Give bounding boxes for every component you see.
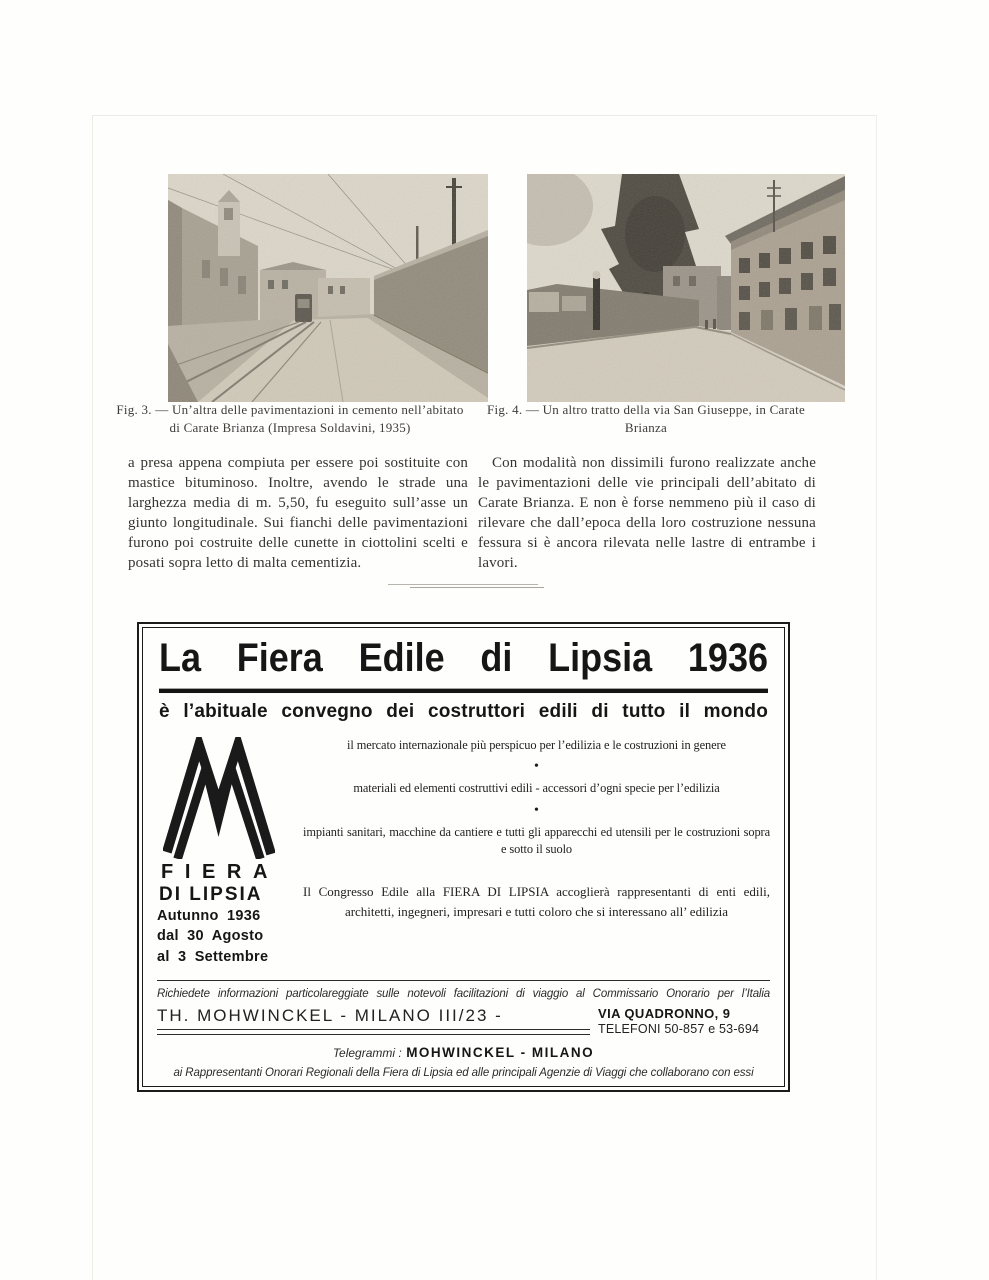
advertisement-frame [142, 627, 785, 1087]
logo-text-fiera: FIERA [161, 860, 279, 883]
ad-item-materials: materiali ed elementi costruttivi edili - accessori d’ogni specie per l’edilizia [353, 781, 720, 796]
figure-4-caption: Fig. 4. — Un altro tratto della via San Giuseppe, in Carate Brianza [486, 402, 805, 435]
ad-contact-left [157, 1006, 598, 1035]
double-underline [157, 1029, 590, 1035]
fair-date-from: dal 30 Agosto [157, 928, 264, 945]
article-column-right: Con modalità non dissimili furono realizzate anche le pavimentazioni delle vie principali dell’abitato di Carate Brianza. E non è forse nemmeno più il caso di rilevare che dall’epoca della loro costruzione nessuna fessura si è ancora rilevata nelle lastre di entrambe i lavori. [478, 455, 816, 572]
telegram-label: Telegrammi : [332, 1046, 402, 1061]
page-edge-left [92, 115, 93, 1280]
ad-divider-rule [157, 980, 770, 981]
page-edge-right [876, 115, 877, 1280]
article-column-left: a presa appena compiuta per essere poi sostituite con mastice bituminoso. Inoltre, avendo le strade una larghezza media di m. 5,50, fu eseguito sull’asse un giunto longitudinale. Sui fianchi delle pavimentazioni furono poi costruite delle cunette in ciottolini scelti e posati sopra letto di malta cementizia. [128, 455, 468, 572]
ad-body [157, 733, 770, 968]
figure-3-caption: Fig. 3. — Un’altra delle pavimentazioni in cemento nell’abitato di Carate Brianza (Impresa Soldavini, 1935) [116, 402, 464, 435]
ad-congress-text: Il Congresso Edile alla FIERA DI LIPSIA accoglierà rappresentanti di enti edili, architetti, ingegneri, impresari e tutti coloro che si interessano all’ edilizia [303, 884, 770, 920]
ad-item-market: il mercato internazionale più perspicuo per l’edilizia e le costruzioni in genere [347, 737, 726, 752]
ad-phones: TELEFONI 50-857 e 53-694 [598, 1022, 760, 1037]
divider-line-2 [410, 587, 544, 588]
bullet-separator: • [534, 802, 539, 818]
street-scene-tram-illustration [168, 174, 488, 402]
fair-logo-block [157, 733, 293, 968]
ad-item-plants: impianti sanitari, macchine da cantiere e tutti gli apparecchi ed utensili per le costruzioni sopra e sotto il suolo [303, 824, 770, 856]
figure-4-photo [527, 174, 845, 402]
ad-contact-name: TH. MOHWINCKEL - MILANO III/23 - [157, 1005, 503, 1025]
ad-title: La Fiera Edile di Lipsia 1936 [159, 637, 768, 693]
ad-footer-line: ai Rappresentanti Onorari Regionali della Fiera di Lipsia ed alle principali Agenzie di Viaggi che collaborano con essi [173, 1067, 754, 1080]
logo-text-di-lipsia: DI LIPSIA [159, 883, 263, 905]
fair-season: Autunno 1936 [157, 907, 261, 924]
ad-contact-right [598, 1006, 770, 1038]
ad-telegram-line [157, 1044, 770, 1062]
section-divider [388, 584, 544, 590]
telegram-value: MOHWINCKEL - MILANO [406, 1045, 595, 1061]
ad-contact-row [157, 1006, 770, 1038]
ad-info-line: Richiedete informazioni particolareggiate sulle notevoli facilitazioni di viaggio al Commissario Onorario per l’Italia [157, 987, 770, 1000]
advertisement [137, 622, 790, 1092]
ad-address: VIA QUADRONNO, 9 [598, 1005, 731, 1021]
double-m-logo-icon [163, 737, 275, 859]
bullet-separator: • [534, 759, 539, 775]
figure-3-photo [168, 174, 488, 402]
ad-subtitle: è l’abituale convegno dei costruttori edili di tutto il mondo [159, 700, 768, 722]
divider-line-1 [388, 584, 538, 585]
fair-date-to: al 3 Settembre [157, 948, 269, 965]
street-scene-building-illustration [527, 174, 845, 402]
page-edge-top [92, 115, 876, 116]
ad-text-column [293, 733, 770, 968]
